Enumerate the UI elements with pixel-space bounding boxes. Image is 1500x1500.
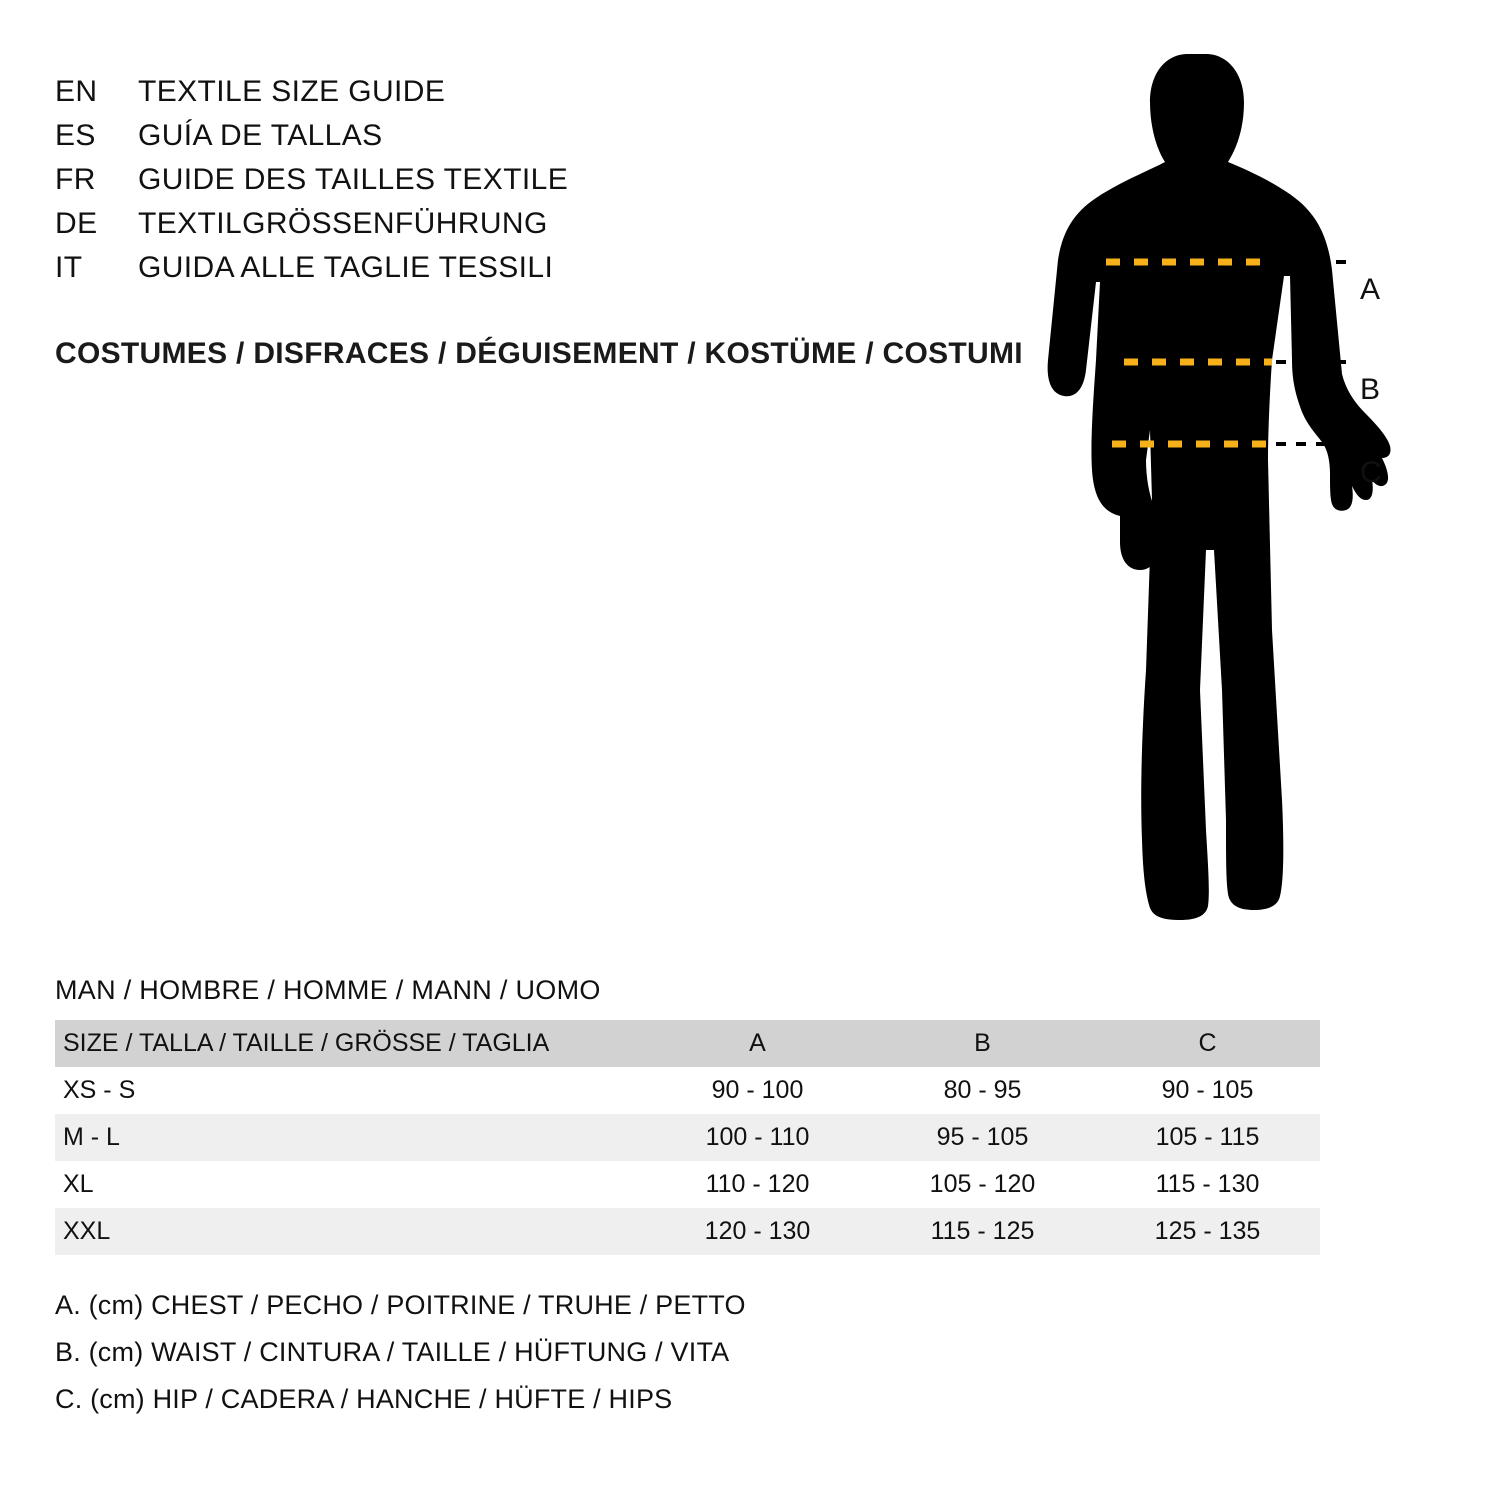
marker-label-b: B	[1360, 373, 1381, 406]
size-table-section	[55, 975, 1395, 1255]
cell-c: 90 - 105	[1095, 1067, 1320, 1114]
language-title: GUIDA ALLE TAGLIE TESSILI	[138, 251, 554, 284]
marker-label-c: C	[1360, 456, 1382, 489]
category-heading: COSTUMES / DISFRACES / DÉGUISEMENT / KOSTÜME / COSTUMI	[55, 337, 1023, 370]
language-code: ES	[55, 119, 96, 152]
cell-a: 110 - 120	[645, 1161, 870, 1208]
table-row	[55, 1114, 1320, 1161]
cell-c: 105 - 115	[1095, 1114, 1320, 1161]
size-table	[55, 1020, 1320, 1255]
table-header-a: A	[645, 1020, 870, 1067]
table-header-c: C	[1095, 1020, 1320, 1067]
language-row	[55, 75, 955, 119]
legend-item-c: C. (cm) HIP / CADERA / HANCHE / HÜFTE / HIPS	[55, 1384, 673, 1414]
table-row	[55, 1067, 1320, 1114]
language-title: GUIDE DES TAILLES TEXTILE	[138, 163, 569, 196]
language-row	[55, 119, 955, 163]
language-title: TEXTILGRÖSSENFÜHRUNG	[138, 207, 548, 240]
language-row	[55, 163, 955, 207]
language-code: IT	[55, 251, 83, 284]
cell-size: M - L	[55, 1114, 645, 1161]
body-silhouette-figure	[1000, 30, 1430, 930]
cell-b: 105 - 120	[870, 1161, 1095, 1208]
cell-size: XL	[55, 1161, 645, 1208]
table-row	[55, 1161, 1320, 1208]
language-title: GUÍA DE TALLAS	[138, 119, 383, 152]
cell-a: 120 - 130	[645, 1208, 870, 1255]
cell-c: 125 - 135	[1095, 1208, 1320, 1255]
legend-item-b: B. (cm) WAIST / CINTURA / TAILLE / HÜFTUNG / VITA	[55, 1337, 730, 1367]
language-title: TEXTILE SIZE GUIDE	[138, 75, 446, 108]
legend-item-a: A. (cm) CHEST / PECHO / POITRINE / TRUHE / PETTO	[55, 1290, 746, 1320]
language-list	[55, 75, 955, 295]
cell-b: 95 - 105	[870, 1114, 1095, 1161]
table-header-b: B	[870, 1020, 1095, 1067]
cell-b: 115 - 125	[870, 1208, 1095, 1255]
cell-c: 115 - 130	[1095, 1161, 1320, 1208]
cell-size: XS - S	[55, 1067, 645, 1114]
table-caption: MAN / HOMBRE / HOMME / MANN / UOMO	[55, 975, 601, 1005]
cell-size: XXL	[55, 1208, 645, 1255]
measurement-legend	[55, 1290, 746, 1431]
language-code: DE	[55, 207, 98, 240]
language-code: EN	[55, 75, 98, 108]
language-row	[55, 207, 955, 251]
language-row	[55, 251, 955, 295]
table-header-size: SIZE / TALLA / TAILLE / GRÖSSE / TAGLIA	[55, 1020, 645, 1067]
cell-a: 100 - 110	[645, 1114, 870, 1161]
cell-b: 80 - 95	[870, 1067, 1095, 1114]
silhouette-shape	[1048, 54, 1391, 920]
marker-label-a: A	[1360, 273, 1381, 306]
table-header-row	[55, 1020, 1320, 1067]
cell-a: 90 - 100	[645, 1067, 870, 1114]
table-row	[55, 1208, 1320, 1255]
language-code: FR	[55, 163, 96, 196]
